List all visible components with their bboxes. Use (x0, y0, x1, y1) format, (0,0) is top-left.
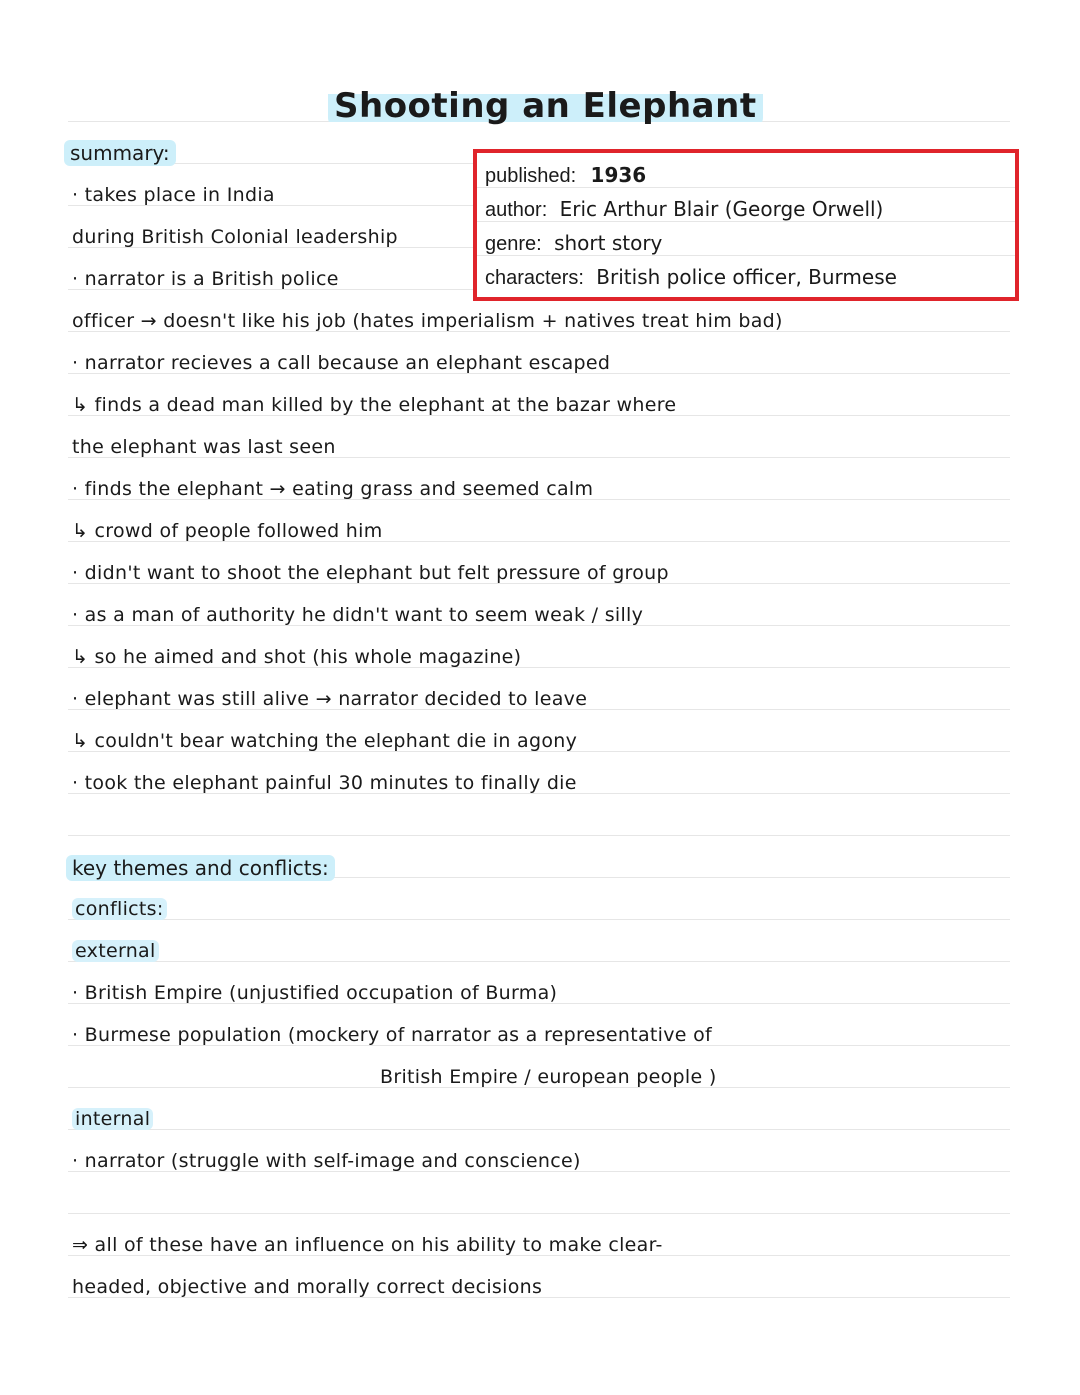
summary-line: · takes place in India (72, 184, 275, 206)
genre-label: genre: (485, 233, 542, 255)
summary-line: ↳ so he aimed and shot (his whole magazine) (72, 646, 522, 668)
summary-line: · as a man of authority he didn't want to seem weak / silly (72, 604, 644, 626)
genre-value: short story (554, 231, 663, 255)
summary-line: ↳ couldn't bear watching the elephant die in agony (72, 730, 578, 752)
published-label: published: (485, 165, 577, 187)
summary-line: officer → doesn't like his job (hates imperialism + natives treat him bad) (72, 310, 783, 332)
external-line: · Burmese population (mockery of narrator as a representative of (72, 1024, 713, 1046)
page-title: Shooting an Elephant (328, 86, 763, 126)
external-line: British Empire / european people ) (380, 1066, 717, 1088)
internal-line: · narrator (struggle with self-image and conscience) (72, 1150, 581, 1172)
author-value: Eric Arthur Blair (George Orwell) (559, 197, 884, 221)
summary-line: · narrator is a British police (72, 268, 339, 290)
summary-line: · took the elephant painful 30 minutes to finally die (72, 772, 577, 794)
summary-line: · didn't want to shoot the elephant but felt pressure of group (72, 562, 669, 584)
external-label: external (72, 940, 159, 962)
summary-heading: summary: (64, 140, 176, 166)
info-published-row (485, 163, 646, 188)
summary-line: · narrator recieves a call because an elephant escaped (72, 352, 611, 374)
characters-value: British police officer, Burmese (596, 265, 897, 289)
summary-line: ↳ crowd of people followed him (72, 520, 383, 542)
conclusion-line: headed, objective and morally correct decisions (72, 1276, 543, 1298)
conflicts-label: conflicts: (72, 898, 167, 920)
published-value: 1936 (590, 163, 647, 187)
author-label: author: (485, 199, 548, 221)
summary-line: during British Colonial leadership (72, 226, 398, 248)
conclusion-line: ⇒ all of these have an influence on his ability to make clear- (72, 1234, 663, 1256)
info-genre-row (485, 231, 662, 256)
characters-label: characters: (485, 267, 584, 289)
book-info-box (473, 149, 1019, 301)
external-line: · British Empire (unjustified occupation of Burma) (72, 982, 558, 1004)
themes-heading: key themes and conflicts: (66, 855, 335, 881)
summary-line: the elephant was last seen (72, 436, 336, 458)
internal-label: internal (72, 1108, 153, 1130)
summary-line: · finds the elephant → eating grass and seemed calm (72, 478, 594, 500)
info-author-row (485, 197, 883, 222)
summary-line: ↳ finds a dead man killed by the elephant at the bazar where (72, 394, 677, 416)
summary-line: · elephant was still alive → narrator decided to leave (72, 688, 588, 710)
info-characters-row (485, 265, 897, 290)
